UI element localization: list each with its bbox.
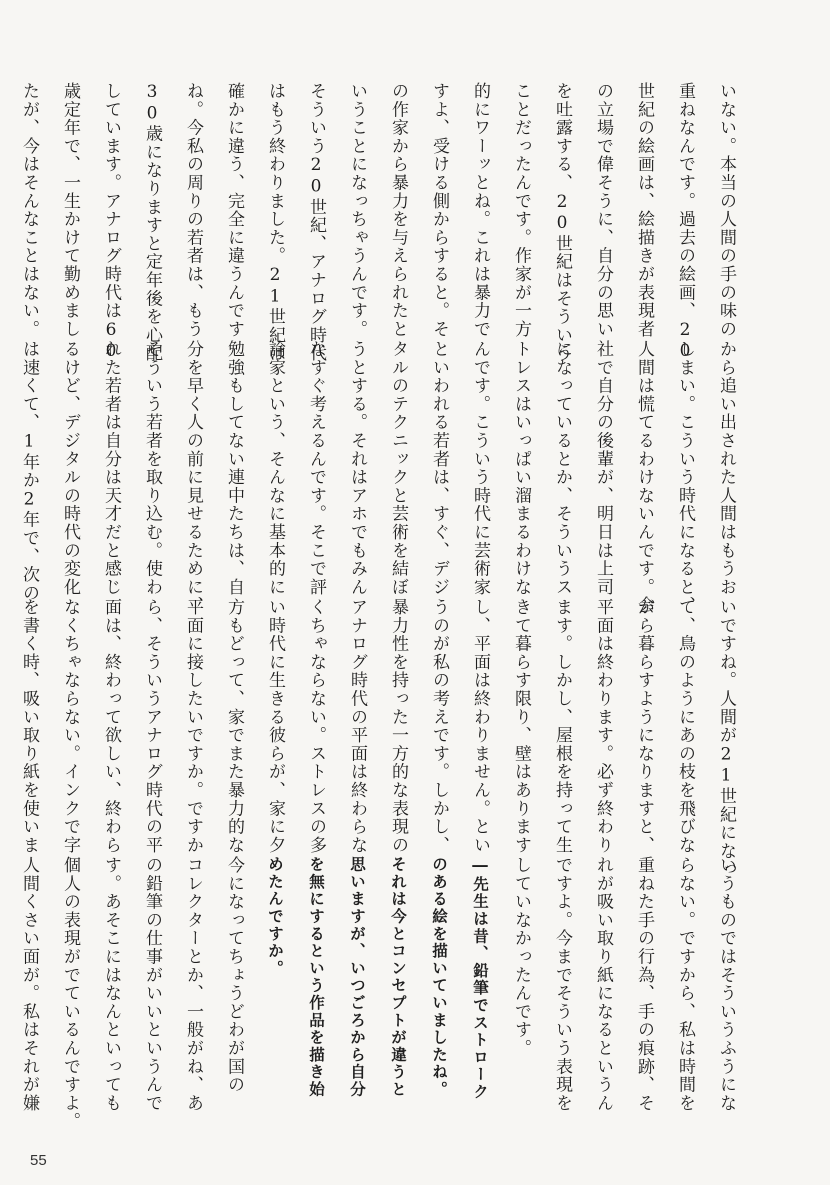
text-column: 今になってちょうどわが国の	[224, 856, 244, 1094]
text-column: れが吸い取り紙になるというん	[593, 856, 613, 1113]
text-column: 勉強もしてない連中たちは、自	[224, 340, 244, 597]
text-column: していなかったんです。	[511, 856, 531, 1058]
text-column: タルのテクニックと芸術を結ぼ	[388, 340, 408, 597]
text-column: を無にするという作品を描き始	[307, 856, 325, 1099]
text-column: それは今とコンセプトが違うと	[389, 856, 407, 1099]
text-column: 歳定年で、一生かけて勤めまし	[60, 82, 80, 339]
text-column: なくちゃならない。インクで字	[60, 598, 80, 855]
text-column: ―先生は昔、鉛筆でストローク	[471, 856, 489, 1101]
text-column: のある絵を描いていましたね。	[430, 856, 448, 1099]
text-tier-2	[19, 340, 746, 615]
text-column: ことだったんです。作家が一方	[511, 82, 531, 339]
text-column: いない。本当の人間の手の味の	[716, 82, 736, 339]
text-column: 方もどって、家でまた暴力的な	[224, 598, 244, 855]
text-column: ら、そういうアナログ時代の平	[142, 598, 162, 855]
text-tier-3	[19, 598, 746, 879]
text-column: から追い出された人間はもうお	[716, 340, 736, 597]
text-column	[0, 340, 8, 590]
text-column: 分を早く人の前に見せるために、	[183, 340, 203, 615]
text-column: は速くて、1年か2年で、次の	[19, 340, 39, 603]
text-column: 確かに違う、完全に違うんです	[224, 82, 244, 339]
page-number: 55	[30, 1152, 47, 1169]
text-column: を吐露する、20世紀はそういう	[552, 82, 572, 363]
text-column: コレクターとか、一般がね、あ	[183, 856, 203, 1113]
text-column: 暴力性を持った一方的な表現の	[388, 598, 408, 855]
text-column: 重ねなんです。過去の絵画、20	[675, 82, 695, 363]
text-column: しまい。こういう時代になると、	[675, 340, 695, 615]
text-column: 社で自分の後輩が、明日は上司	[593, 340, 613, 597]
text-column	[0, 856, 8, 1106]
text-column: ですよ。今までそういう表現を	[552, 856, 572, 1113]
text-column: 個人の表現がでているんですよ。	[60, 856, 80, 1131]
text-column: トレスはいっぱい溜まるわけな	[511, 340, 531, 597]
text-column: し、平面は終わりません。とい	[470, 598, 490, 855]
text-column: 思いますが、いつごろから自分	[348, 856, 366, 1099]
text-column: しています。アナログ時代は60	[101, 82, 121, 363]
text-column: んです。こういう時代に芸術家	[470, 340, 490, 597]
text-column: いうものではそういうふうにな	[716, 856, 736, 1113]
text-column: ね。今私の周りの若者は、もう	[183, 82, 203, 339]
text-column: きて暮らす限り、壁はあります	[511, 598, 531, 855]
text-column: いですね。人間が21世紀になっ	[716, 598, 736, 879]
text-column: て、鳥のようにあの枝を飛びな	[675, 598, 695, 855]
text-column: すよ、受ける側からすると。そ	[429, 82, 449, 339]
text-column: めたんですか。	[266, 856, 284, 978]
text-column: を書く時、吸い取り紙を使いま	[19, 598, 39, 855]
text-column: 重ねた手の行為、手の痕跡、そ	[634, 856, 654, 1113]
text-column: アナログ時代の平面は終わらな	[347, 598, 367, 855]
text-tier-1	[19, 82, 746, 363]
text-column: の作家から暴力を与えられたと	[388, 82, 408, 339]
text-column: の鉛筆の仕事がいいというんで	[142, 856, 162, 1113]
text-column: そういう20世紀、アナログ時代	[306, 82, 326, 363]
text-column: 的にワーッとね。これは暴力で	[470, 82, 490, 339]
text-column: 面は、終わって欲しい、終わら	[101, 598, 121, 855]
text-column: うとする。それはアホでもみん	[347, 340, 367, 597]
text-column: の立場で偉そうに、自分の思い	[593, 82, 613, 339]
text-column: るけど、デジタルの時代の変化	[60, 340, 80, 597]
text-column: 平面に接したいですか。ですか	[183, 598, 203, 855]
text-column: になっているとか、そういうス	[552, 340, 572, 597]
text-tier-4	[19, 856, 746, 1131]
text-column: 平面は終わります。必ず終わり	[593, 598, 613, 855]
text-column: 世紀の絵画は、絵描きが表現者	[634, 82, 654, 339]
text-column: い時代に生きる彼らが、家に夕	[265, 598, 285, 855]
text-column: くちゃならない。ストレスの多	[306, 598, 326, 855]
text-column: がら暮らすようになりますと、	[634, 598, 654, 855]
text-column: れた若者は自分は天才だと感じ	[101, 340, 121, 597]
text-column	[0, 598, 8, 848]
text-column: らない。ですから、私は時間を	[675, 856, 695, 1113]
text-column: 論家という、そんなに基本的に	[265, 340, 285, 597]
text-column: うのが私の考えです。しかし、	[429, 598, 449, 855]
text-column: といわれる若者は、すぐ、デジ	[429, 340, 449, 597]
text-column: たが、今はそんなことはない。	[19, 82, 39, 339]
text-column: そういう若者を取り込む。使わ	[142, 340, 162, 597]
text-column: 人間くさい面が。私はそれが嫌	[19, 856, 39, 1113]
text-column: なすぐ考えるんです。そこで評	[306, 340, 326, 597]
text-column: す。あそこにはなんといっても	[101, 856, 121, 1113]
text-column: 30歳になりますと定年後を心配	[142, 82, 162, 363]
text-column: はもう終わりました。21世紀は	[265, 82, 285, 363]
text-column: ます。しかし、屋根を持って生	[552, 598, 572, 855]
text-column	[0, 82, 8, 332]
text-column: 人間は慌てるわけないんです。会	[634, 340, 654, 615]
text-column: いうことになっちゃうんです。	[347, 82, 367, 339]
